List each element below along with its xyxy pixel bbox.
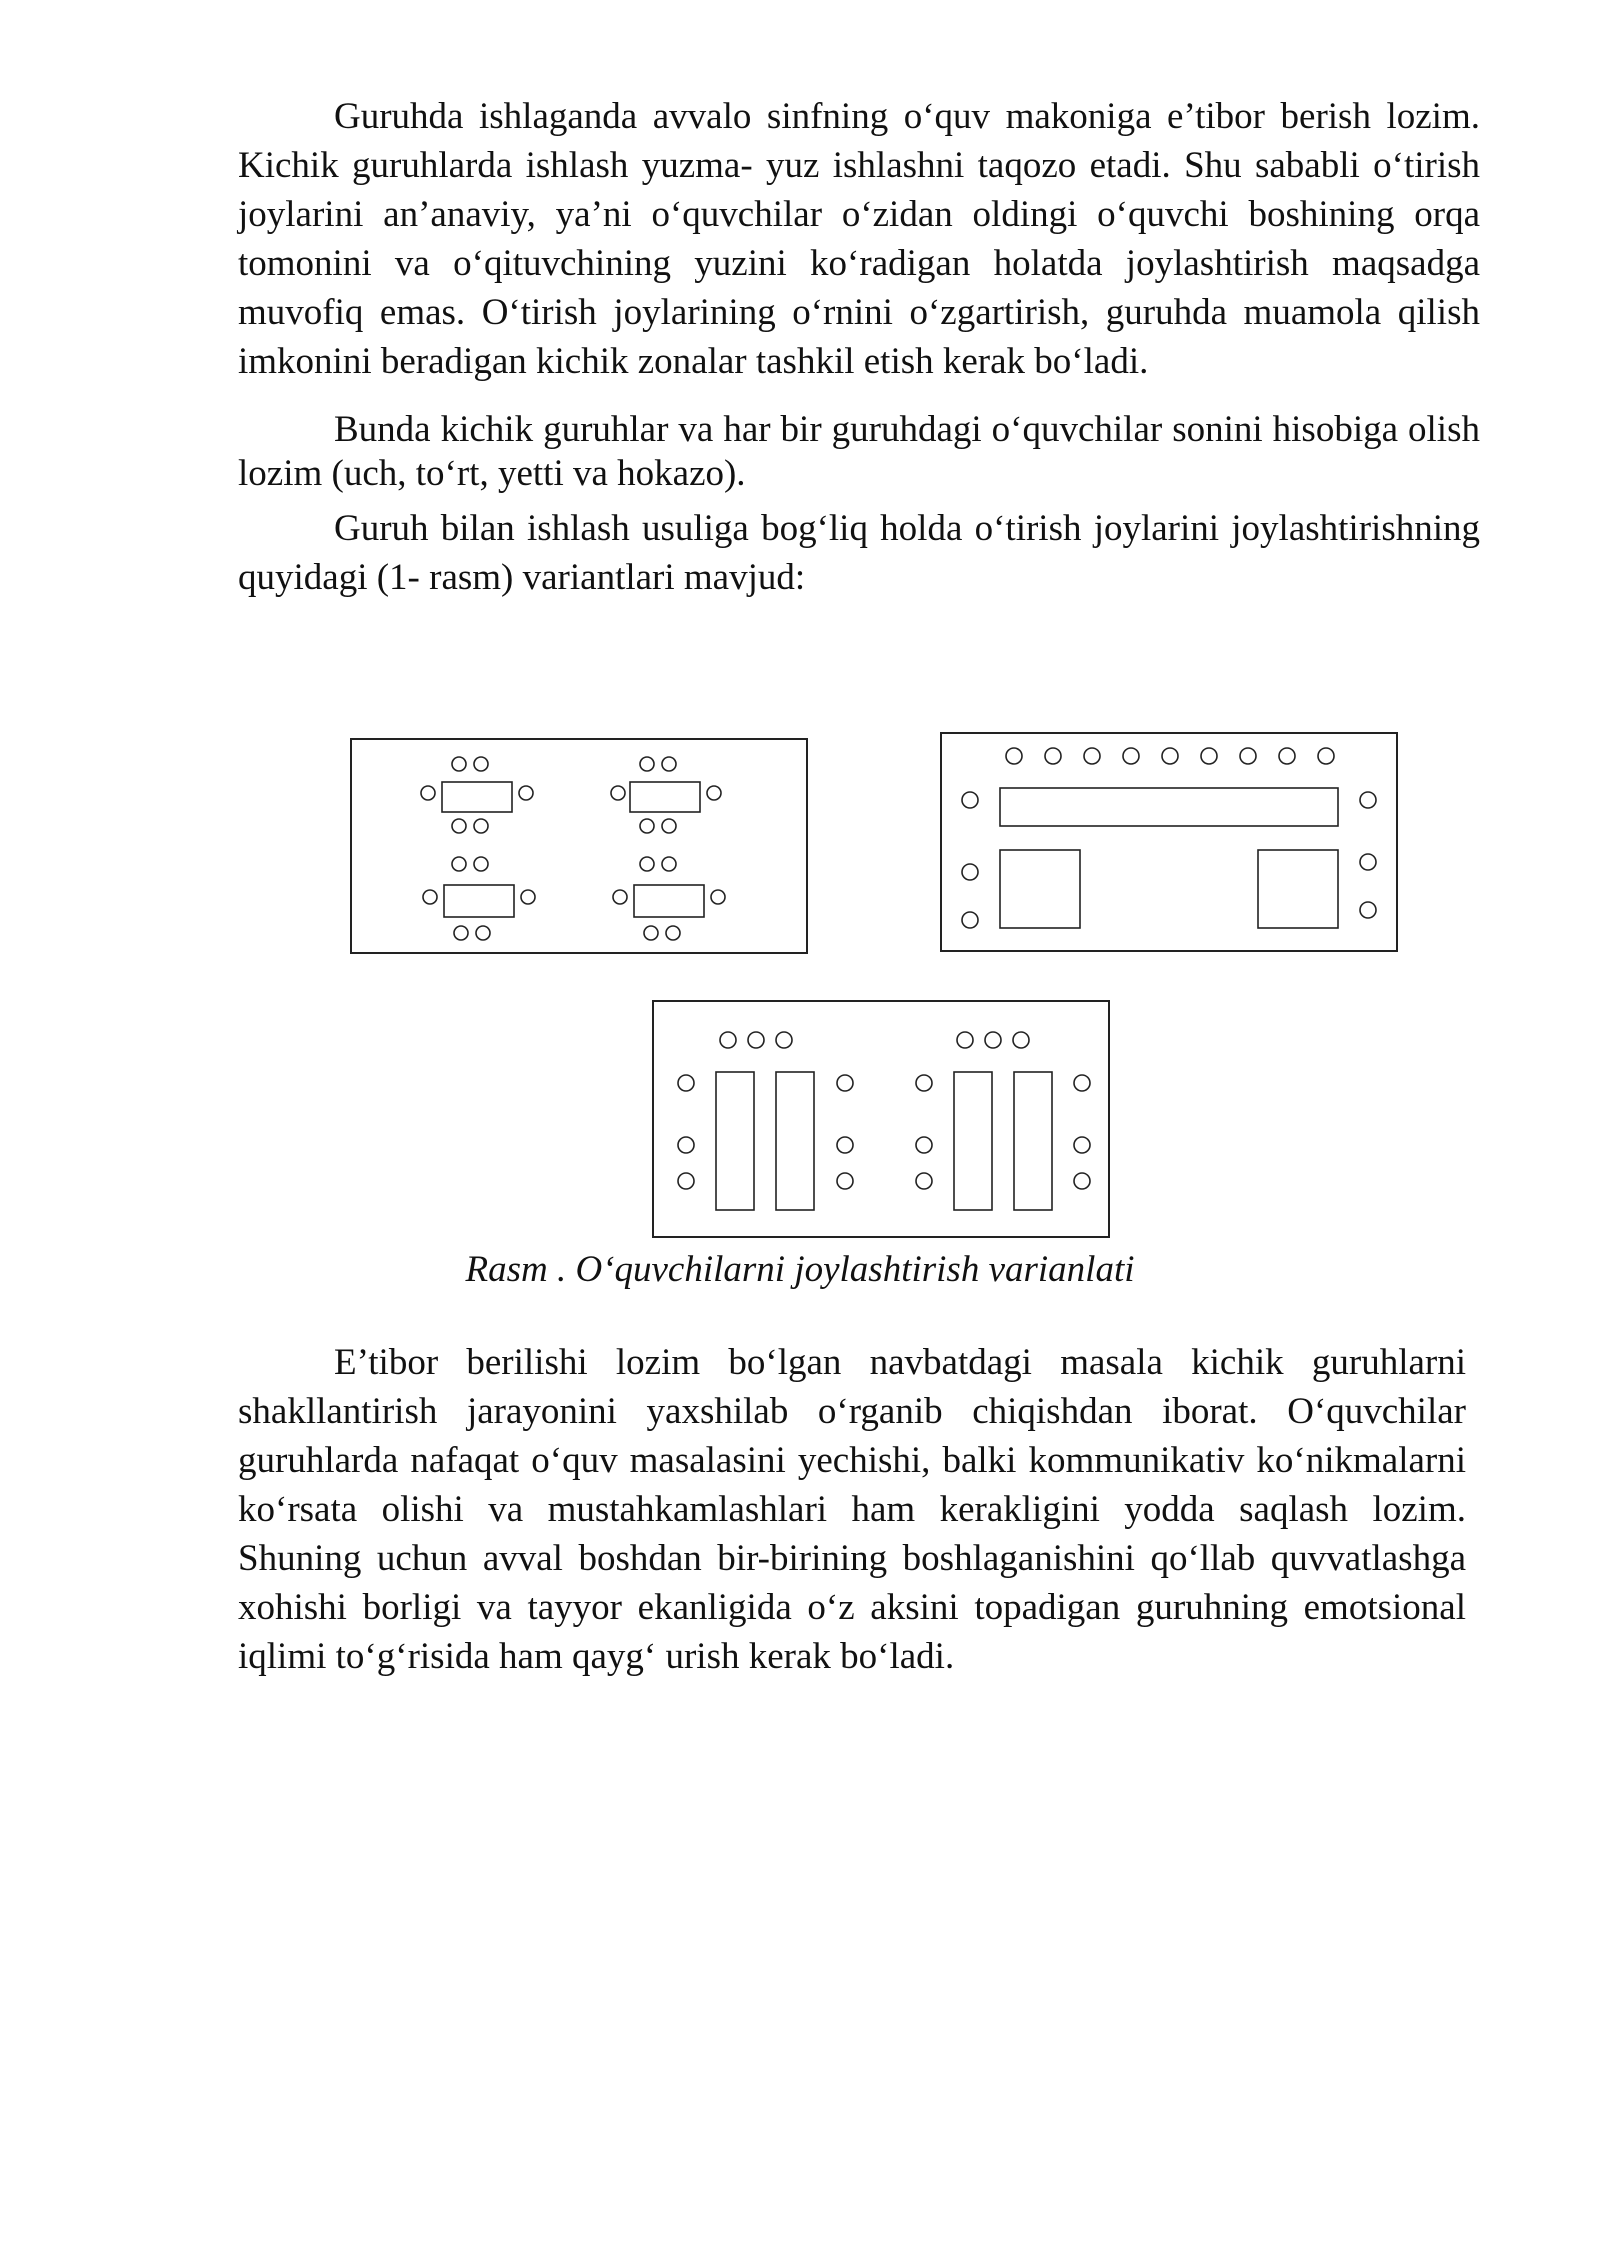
seat: [1162, 748, 1178, 764]
seat: [1123, 748, 1139, 764]
seat: [454, 926, 468, 940]
seat: [707, 786, 721, 800]
seat: [611, 786, 625, 800]
seat: [452, 757, 466, 771]
seat: [662, 857, 676, 871]
seat: [1013, 1032, 1029, 1048]
seat: [519, 786, 533, 800]
seat: [613, 890, 627, 904]
seat: [1279, 748, 1295, 764]
seat: [837, 1173, 853, 1189]
paragraph-4: E’tibor berilishi lozim bo‘lgan navbatdagi masala kichik guruhlarni shakllantirish jarayonini yaxshilab o‘rganib chiqishdan iborat. O‘quvchilar guruhlarda nafaqat o‘quv masalasini yechishi, balki kommunikativ ko‘nikmalarni ko‘rsata olishi va mustahkamlashlari ham kerakligini yodda saqlash lozim. Shuning uchun avval boshdan bir-birining boshlaganishini qo‘llab quvvatlashga xohishi borligi va tayyor ekanligida o‘z aksini topadigan guruhning emotsional iqlimi to‘g‘risida ham qayg‘ urish kerak bo‘ladi.: [238, 1342, 1466, 1677]
seat: [423, 890, 437, 904]
seat: [962, 792, 978, 808]
seat: [1084, 748, 1100, 764]
seat: [916, 1173, 932, 1189]
document-body: [238, 92, 1480, 602]
seat: [521, 890, 535, 904]
seating-diagram-vertical-tables-svg: [652, 1000, 1112, 1240]
paragraph-1: Guruhda ishlaganda avvalo sinfning o‘quv makoniga e’tibor berish lozim. Kichik guruhlarda ishlash yuzma- yuz ishlashni taqozo etadi. Shu sababli o‘tirish joylarini an’anaviy, ya’ni o‘quvchilar o‘zidan oldingi o‘quvchi boshining orqa tomonini va o‘qituvchining yuzini ko‘radigan holatda joylashtirish maqsadga muvofiq emas. O‘tirish joylarining o‘rnini o‘zgartirish, guruhda muamola qilish imkonini beradigan kichik zonalar tashkil etish kerak bo‘ladi.: [238, 96, 1480, 382]
seat: [474, 819, 488, 833]
seat: [1360, 854, 1376, 870]
seat: [720, 1032, 736, 1048]
seat: [666, 926, 680, 940]
seat: [962, 912, 978, 928]
vertical-table: [1014, 1072, 1052, 1210]
seat: [452, 857, 466, 871]
seat: [474, 857, 488, 871]
seat: [452, 819, 466, 833]
seat: [1360, 902, 1376, 918]
seat: [421, 786, 435, 800]
seat: [1240, 748, 1256, 764]
group-table: [630, 782, 700, 812]
side-table: [1258, 850, 1338, 928]
seating-diagram-groups: [350, 738, 810, 956]
vertical-table: [776, 1072, 814, 1210]
seat: [662, 819, 676, 833]
seat: [1318, 748, 1334, 764]
seat: [640, 819, 654, 833]
seat: [1074, 1137, 1090, 1153]
long-table: [1000, 788, 1338, 826]
seat: [985, 1032, 1001, 1048]
seat: [1201, 748, 1217, 764]
diagram-frame: [941, 733, 1397, 951]
paragraph-3: Guruh bilan ishlash usuliga bog‘liq holda o‘tirish joylarini joylashtirishning quyidagi (1- rasm) variantlari mavjud:: [238, 508, 1480, 598]
seat: [916, 1137, 932, 1153]
side-table: [1000, 850, 1080, 928]
seat: [962, 864, 978, 880]
seat: [1045, 748, 1061, 764]
seat: [678, 1173, 694, 1189]
seat: [1006, 748, 1022, 764]
seat: [1074, 1075, 1090, 1091]
seat: [474, 757, 488, 771]
vertical-table: [954, 1072, 992, 1210]
seating-diagram-long-table: [940, 732, 1400, 954]
seat: [644, 926, 658, 940]
seating-diagram-vertical-tables: [652, 1000, 1112, 1240]
seat: [640, 757, 654, 771]
vertical-table: [716, 1072, 754, 1210]
seat: [957, 1032, 973, 1048]
seat: [837, 1137, 853, 1153]
seat: [776, 1032, 792, 1048]
paragraph-2: Bunda kichik guruhlar va har bir guruhdagi o‘quvchilar sonini hisobiga olish lozim (uch, to‘rt, yetti va hokazo).: [238, 409, 1480, 494]
seating-diagram-long-table-svg: [940, 732, 1400, 954]
seat: [1360, 792, 1376, 808]
seat: [837, 1075, 853, 1091]
seat: [662, 757, 676, 771]
seat: [640, 857, 654, 871]
seat: [678, 1075, 694, 1091]
diagram-frame: [351, 739, 807, 953]
seat: [476, 926, 490, 940]
group-table: [442, 782, 512, 812]
figure-caption: Rasm . O‘quvchilarni joylashtirish varianlati: [465, 1249, 1135, 1290]
group-table: [444, 885, 514, 917]
seat: [916, 1075, 932, 1091]
seat: [678, 1137, 694, 1153]
seat: [748, 1032, 764, 1048]
seating-diagram-groups-svg: [350, 738, 810, 956]
document-body-continued: [238, 1338, 1466, 1681]
seat: [1074, 1173, 1090, 1189]
group-table: [634, 885, 704, 917]
seat: [711, 890, 725, 904]
